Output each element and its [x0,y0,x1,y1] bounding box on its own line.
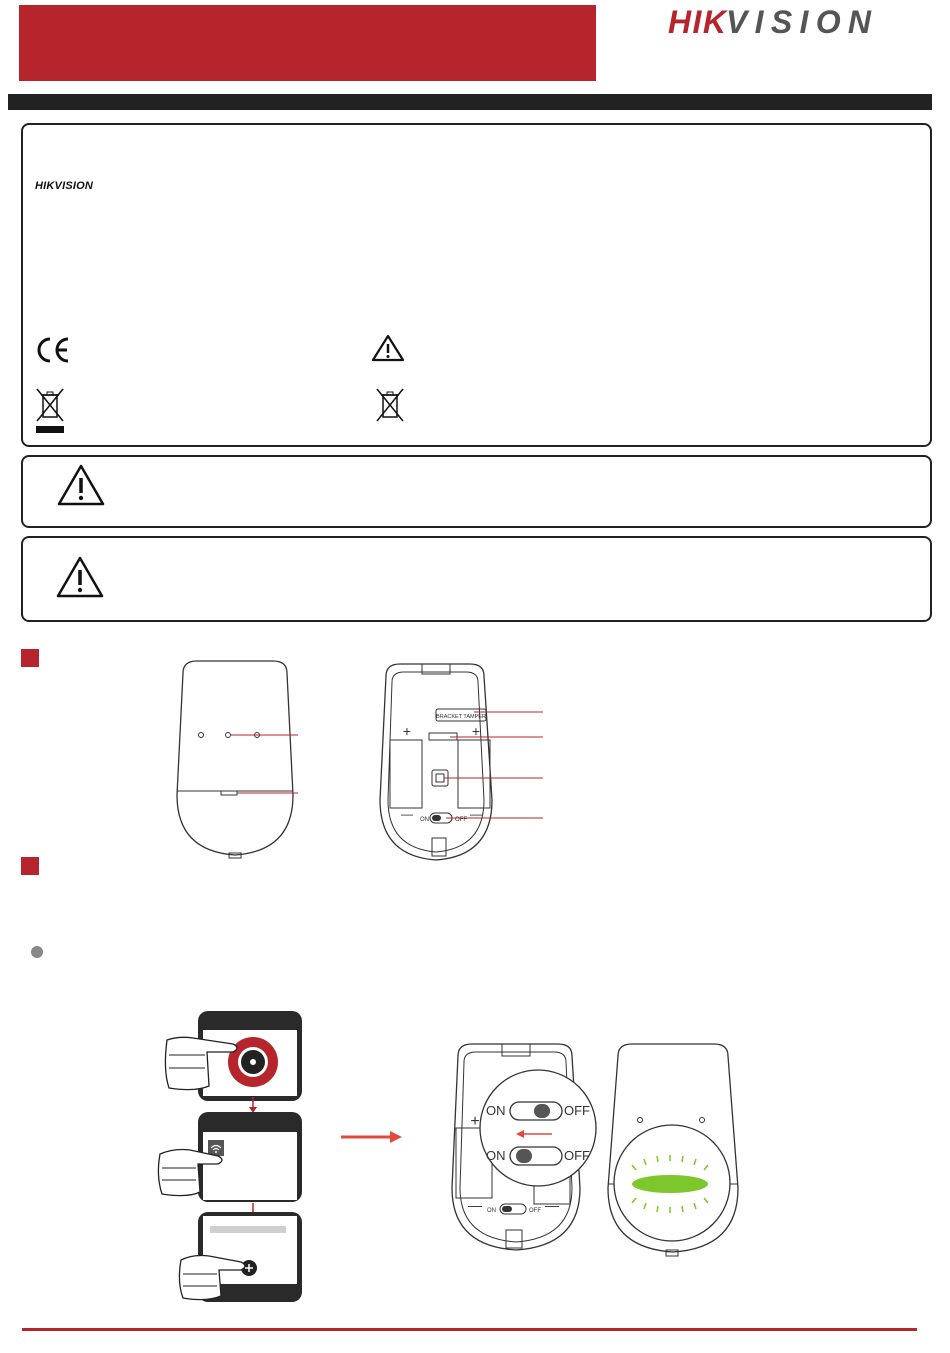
warning-triangle-icon [371,334,405,362]
phone-step-3 [175,1210,305,1305]
phone-step-2 [150,1110,305,1205]
zoom-on-label-top: ON [486,1103,506,1118]
power-switch-on-label: ON [420,817,429,823]
right-arrow-icon [340,1128,404,1146]
bracket-tamper-label: BRACKET TAMPER [436,714,486,720]
power-switch-off-label: OFF [529,1208,541,1214]
battery-plus-left: + [402,723,412,739]
green-led-indicator [632,1175,708,1193]
bullet-dot [31,946,43,958]
battery-plus-left: + [470,1113,480,1130]
caution-box-2 [21,536,932,622]
battery-minus-left: — [401,807,413,821]
small-brand-logo: HIKVISION [35,180,94,192]
zoom-off-label-bottom: OFF [564,1148,590,1163]
compliance-box [21,123,932,447]
warning-triangle-icon [55,555,105,599]
detector-front-led-diagram [598,1038,748,1260]
power-switch-off-label: OFF [455,817,467,823]
battery-crossed-bin-icon [374,387,406,423]
warning-triangle-icon [56,463,106,507]
header-dark-bar [8,94,932,110]
progress-bar [210,1226,286,1233]
battery-plus-right: + [471,723,481,739]
section-marker-appearance [21,649,39,667]
brand-logo [668,2,873,42]
header-red-banner [19,5,596,81]
zoom-on-label-bottom: ON [486,1148,506,1163]
section-marker-installation [21,857,39,875]
battery-minus-left: — [468,1197,482,1213]
ce-mark-icon [35,336,71,364]
phone-step-1 [155,1010,305,1102]
power-switch-on-label: ON [487,1208,496,1214]
zoom-off-label-top: OFF [564,1103,590,1118]
battery-minus-right: — [545,1197,559,1213]
footer-red-line [22,1328,917,1331]
detector-back-diagram [370,660,550,865]
switch-zoom-circle [480,1070,596,1186]
brand-logo-hik: HIK [668,4,726,40]
brand-logo-vision: VISION [726,4,871,40]
weee-crossed-bin-icon [34,387,66,435]
detector-front-diagram [165,655,305,860]
detector-back-switch-diagram [440,1038,605,1256]
caution-box-1 [21,455,932,528]
battery-minus-right: — [470,807,482,821]
